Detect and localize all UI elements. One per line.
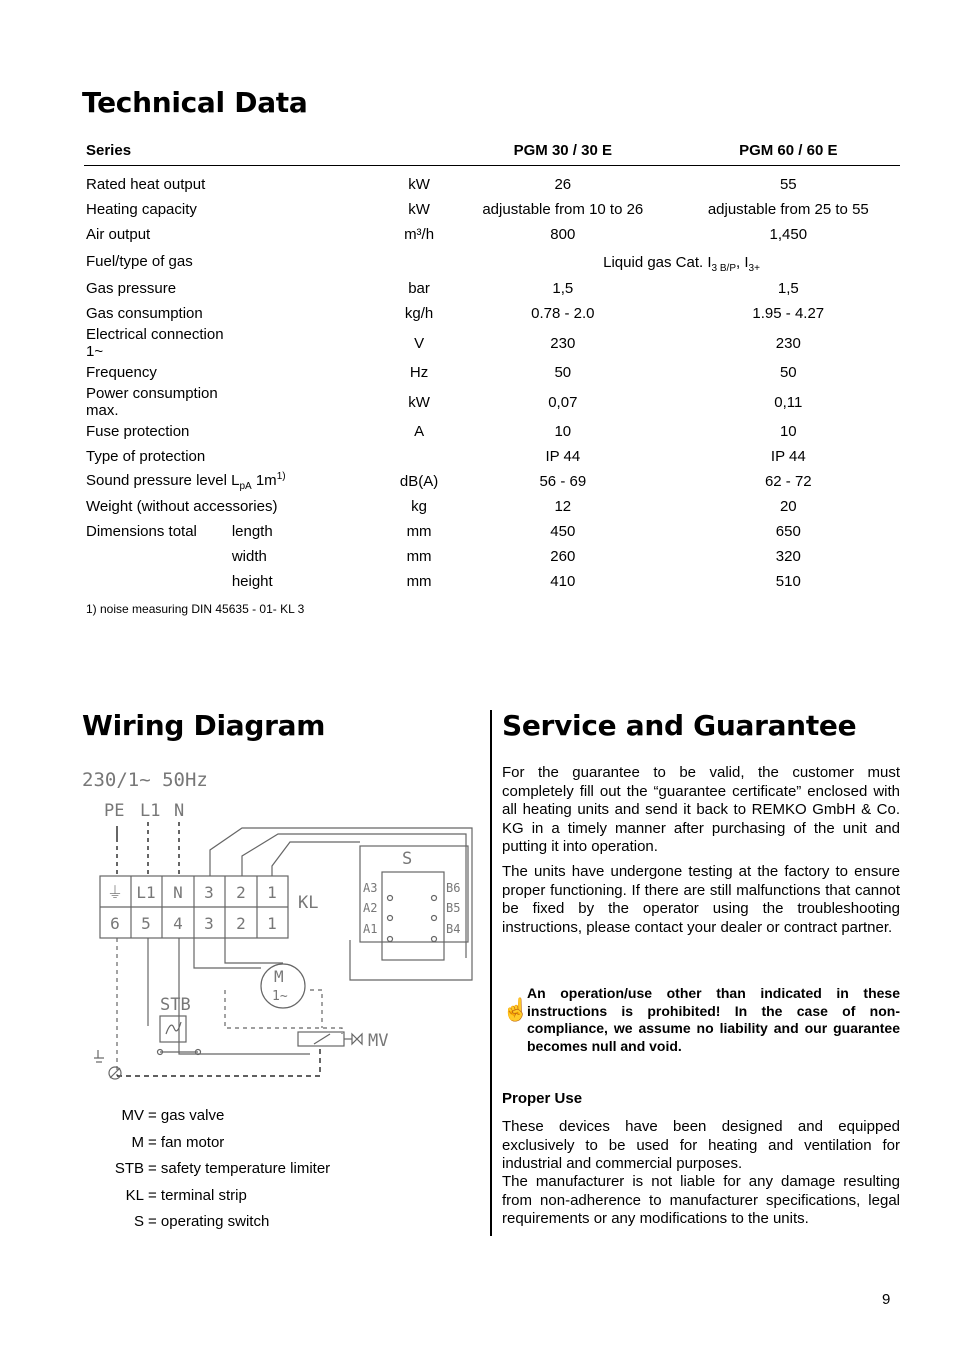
testing-paragraph: The units have undergone testing at the factory to ensure proper functioning. If there are still malfunctions that cannot be fixed by the operator using the troubleshooting instructions, please contact your dealer or contract partner. [502,863,900,936]
row-unit: A [414,423,425,440]
row-name: Frequency [86,364,157,381]
row-value-2: 320 [775,548,801,565]
row-value-2: 50 [779,364,797,381]
terminal-bottom-label: 6 [110,914,120,933]
fuel-type-value [449,247,900,276]
model1-header: PGM 30 / 30 E [513,142,613,159]
row-value-1: 230 [550,334,576,352]
supply-label: 230/1~ 50Hz [82,769,208,791]
row-value-2: 650 [775,523,801,540]
row-value-2: 510 [775,573,801,590]
table-row [84,301,900,326]
table-header-row [84,138,900,166]
row-value-1: 56 - 69 [539,473,587,490]
terminal-top-label: 3 [204,883,214,902]
row-unit: kW [408,393,430,411]
table-row [84,494,900,519]
row-unit: kW [408,201,430,218]
row-value-1: 260 [550,548,576,565]
row-name: Electrical connection 1~ [86,326,224,360]
row-unit: Hz [409,364,429,381]
row-sub [230,444,389,469]
row-unit: m³/h [404,226,435,243]
table-row [84,247,900,276]
row-value-2: 10 [779,423,797,440]
row-value-2: 55 [779,176,797,193]
row-sub: height [231,573,273,590]
row-value-1: 450 [550,523,576,540]
row-name [84,569,230,594]
row-sub [230,247,389,276]
table-row [84,544,900,569]
row-value-2: IP 44 [770,448,806,465]
row-sub [230,419,389,444]
terminal-bottom-label: 5 [141,914,151,933]
row-value-2: 230 [775,334,801,352]
row-value-1: 0,07 [548,393,578,411]
table-row [84,166,900,198]
row-sub [230,276,389,301]
technical-data-title: Technical Data [82,86,308,119]
table-row [84,222,900,247]
row-name: Heating capacity [86,201,197,218]
terminal-top-label: L1 [136,883,156,902]
sound-pressure-label [84,469,389,494]
row-name: Power consumption max. [86,385,218,419]
model2-header: PGM 60 / 60 E [739,142,838,159]
row-value-1: 800 [550,226,576,243]
switch-contact-label: A2 [363,901,378,915]
row-value-2: 20 [779,498,797,515]
switch-contact-label: B5 [446,901,461,915]
switch-contact-label: A3 [363,881,378,895]
legend-value: = terminal strip [148,1186,247,1204]
row-value-2: 1,5 [777,280,799,297]
row-value-1: 1,5 [552,280,574,297]
row-name: Gas pressure [86,280,177,297]
footnote: 1) noise measuring DIN 45635 - 01- KL 3 [86,602,305,616]
proper-use-paragraph: These devices have been designed and equipped exclusively to be used for heating and ventilation for industrial and commercial purposes. [502,1118,900,1172]
fuel-sub-1: 3 B/P [711,262,736,274]
row-name: Rated heat output [86,176,206,193]
row-value-1: 10 [554,423,572,440]
sound-suffix: 1m [251,472,277,489]
switch-contact-label: B4 [446,922,461,936]
legend-value: = gas valve [148,1107,225,1124]
switch-contact-label: B6 [446,881,461,895]
row-name: Fuel/type of gas [86,253,193,270]
switch-label: S [402,849,413,869]
terminal-top-label: 2 [236,883,246,902]
mv-label: MV [368,1031,389,1051]
legend-key: M [131,1133,144,1151]
hand-pointer-icon: ☝ [502,997,530,1022]
row-name [84,544,230,569]
terminal-bottom-label: 1 [267,914,277,933]
table-row [84,444,900,469]
stb-label: STB [160,995,191,1015]
row-value-1: IP 44 [545,448,581,465]
table-row [84,360,900,385]
row-value-2: 0,11 [774,393,803,411]
row-name: Type of protection [86,448,206,465]
wiring-legend [86,1103,330,1236]
row-sub [230,326,389,360]
fuel-mid: , I [736,253,749,271]
pe-label: PE [104,801,125,821]
table-row [84,419,900,444]
table-row [84,385,900,419]
row-value-1: 50 [554,364,572,381]
row-sub: length [231,523,273,540]
row-unit: kg [411,498,427,515]
row-value-1: 0.78 - 2.0 [531,305,595,322]
row-value-1: adjustable from 10 to 26 [482,201,644,218]
legend-value: = fan motor [148,1133,225,1151]
n-label: N [174,801,185,821]
kl-label: KL [298,893,319,913]
table-row [84,197,900,222]
terminal-bottom-label: 4 [173,914,183,933]
table-row [84,519,900,544]
liability-paragraph: The manufacturer is not liable for any damage resulting from non-adherence to manufacturer specifications, legal requirements or any modifications to the units. [502,1173,900,1227]
terminal-top-label: ⏚ [106,883,124,902]
proper-use-title: Proper Use [502,1090,583,1107]
table-row [84,276,900,301]
row-unit: V [414,334,425,352]
row-unit [389,444,449,469]
warning-text: An operation/use other than indicated in these instructions is prohibited! In the case of non-compliance, we assume no liability and our guarantee becomes null and void. [527,985,900,1054]
row-value-1: 26 [554,176,572,193]
row-sub [230,222,389,247]
row-value-2: 1.95 - 4.27 [752,305,825,322]
motor-label: M [274,967,284,986]
table-row [84,569,900,594]
sound-prefix: Sound pressure level L [86,472,240,489]
terminal-top-label: 1 [267,883,277,902]
row-name: Fuse protection [86,423,190,440]
sound-sup: 1) [276,471,286,482]
row-value-1: 410 [550,573,576,590]
terminal-bottom-label: 3 [204,914,214,933]
row-unit [389,247,449,276]
series-header: Series [86,142,132,159]
legend-item [86,1130,330,1157]
legend-key: MV [121,1107,144,1124]
row-sub [230,360,389,385]
row-name: Air output [86,226,151,243]
row-sub [230,385,389,419]
fuel-prefix: Liquid gas Cat. I [603,253,712,271]
row-unit: mm [406,523,432,540]
row-sub [230,197,389,222]
page-number: 9 [882,1291,891,1308]
switch-contact-label: A1 [363,922,378,936]
technical-data-table [84,138,900,594]
row-sub [230,301,389,326]
legend-value: = operating switch [148,1213,270,1230]
row-name: Gas consumption [86,305,203,322]
legend-item [86,1156,330,1183]
terminal-bottom-label: 2 [236,914,246,933]
row-value-2: 62 - 72 [764,473,812,490]
legend-item [86,1103,330,1130]
l1-label: L1 [140,801,161,821]
row-sub [230,166,389,198]
legend-item [86,1209,330,1236]
row-unit: mm [406,573,432,590]
row-value-2: 1,450 [769,226,808,243]
legend-value: = safety temperature limiter [148,1160,331,1177]
legend-key: S [133,1213,144,1230]
legend-key: KL [125,1186,144,1204]
sound-sub: pA [239,481,252,492]
guarantee-paragraph: For the guarantee to be valid, the customer must completely fill out the “guarantee certificate” enclosed with all heating units and send it back to REMKO GmbH & Co. KG in a timely manner after purchasing of the unit and putting it into operation. [502,764,900,855]
motor-sub: 1~ [272,989,288,1004]
row-unit: bar [408,280,430,297]
row-unit: mm [406,548,432,565]
service-guarantee-title: Service and Guarantee [502,709,857,742]
row-unit: dB(A) [399,473,439,490]
row-name: Weight (without accessories) [86,498,278,515]
warning-notice [502,985,900,1055]
terminal-top-label: N [173,883,183,902]
row-value-1: 12 [554,498,572,515]
row-name: Dimensions total [86,523,197,540]
wiring-diagram-title: Wiring Diagram [82,709,326,742]
table-row [84,326,900,360]
fuel-sub-2: 3+ [748,262,760,274]
table-row [84,469,900,494]
technical-data-body [84,166,900,595]
row-sub: width [231,548,267,565]
legend-key: STB [114,1160,144,1177]
row-unit: kg/h [404,305,434,322]
row-value-2: adjustable from 25 to 55 [707,201,869,218]
legend-item [86,1183,330,1210]
column-divider [490,710,492,1236]
row-unit: kW [408,176,430,193]
wiring-diagram [82,758,482,1088]
